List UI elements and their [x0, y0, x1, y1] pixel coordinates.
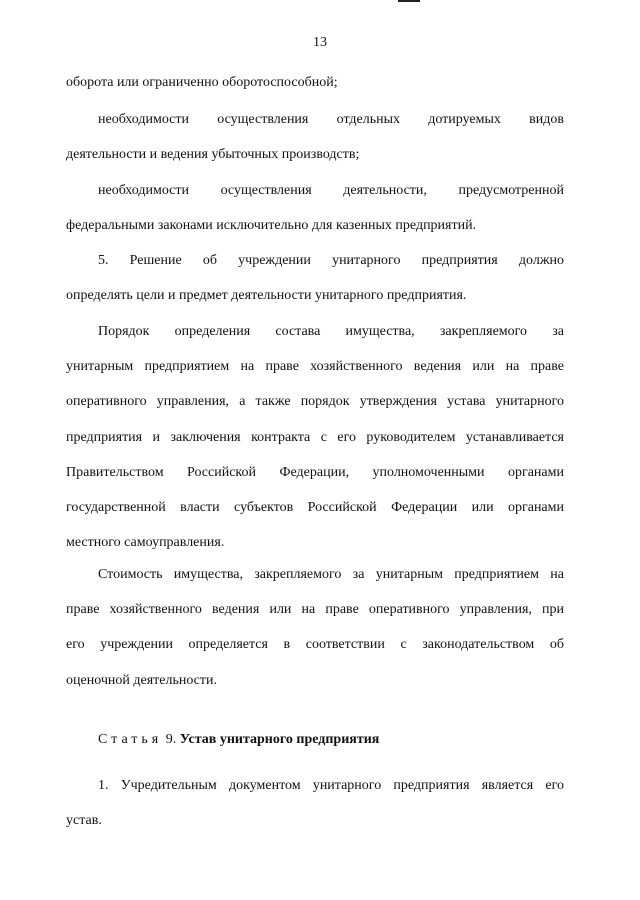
text-line: государственной власти субъектов Российской Федерации или органами — [66, 500, 564, 515]
text-line: унитарным предприятием на праве хозяйственного ведения или на праве — [66, 359, 564, 374]
text-line: Порядок определения состава имущества, закрепляемого за — [98, 324, 564, 339]
article-word: Статья — [98, 732, 163, 747]
page-number: 13 — [313, 35, 327, 50]
text-line: необходимости осуществления деятельности, предусмотренной — [98, 183, 564, 198]
text-line: определять цели и предмет деятельности унитарного предприятия. — [66, 288, 467, 303]
text-line: местного самоуправления. — [66, 535, 225, 550]
text-line: предприятия и заключения контракта с его руководителем устанавливается — [66, 430, 564, 445]
text-line: необходимости осуществления отдельных дотируемых видов — [98, 112, 564, 127]
text-line: федеральными законами исключительно для казенных предприятий. — [66, 218, 477, 233]
text-line: оперативного управления, а также порядок утверждения устава унитарного — [66, 394, 564, 409]
text-line: Стоимость имущества, закрепляемого за унитарным предприятием на — [98, 567, 564, 582]
text-line: праве хозяйственного ведения или на праве оперативного управления, при — [66, 602, 564, 617]
text-line: оценочной деятельности. — [66, 673, 218, 688]
top-edge-mark — [398, 0, 420, 2]
text-line: 5. Решение об учреждении унитарного предприятия должно — [98, 253, 564, 268]
text-line: Правительством Российской Федерации, уполномоченными органами — [66, 465, 564, 480]
article-number: 9. — [165, 732, 177, 747]
text-line: оборота или ограниченно оборотоспособной; — [66, 75, 338, 90]
article-title: Устав унитарного предприятия — [179, 732, 380, 747]
text-line: деятельности и ведения убыточных производств; — [66, 147, 360, 162]
text-line: устав. — [66, 813, 102, 828]
text-line: 1. Учредительным документом унитарного предприятия является его — [98, 778, 564, 793]
text-line: его учреждении определяется в соответствии с законодательством об — [66, 637, 564, 652]
article-heading — [98, 730, 564, 750]
